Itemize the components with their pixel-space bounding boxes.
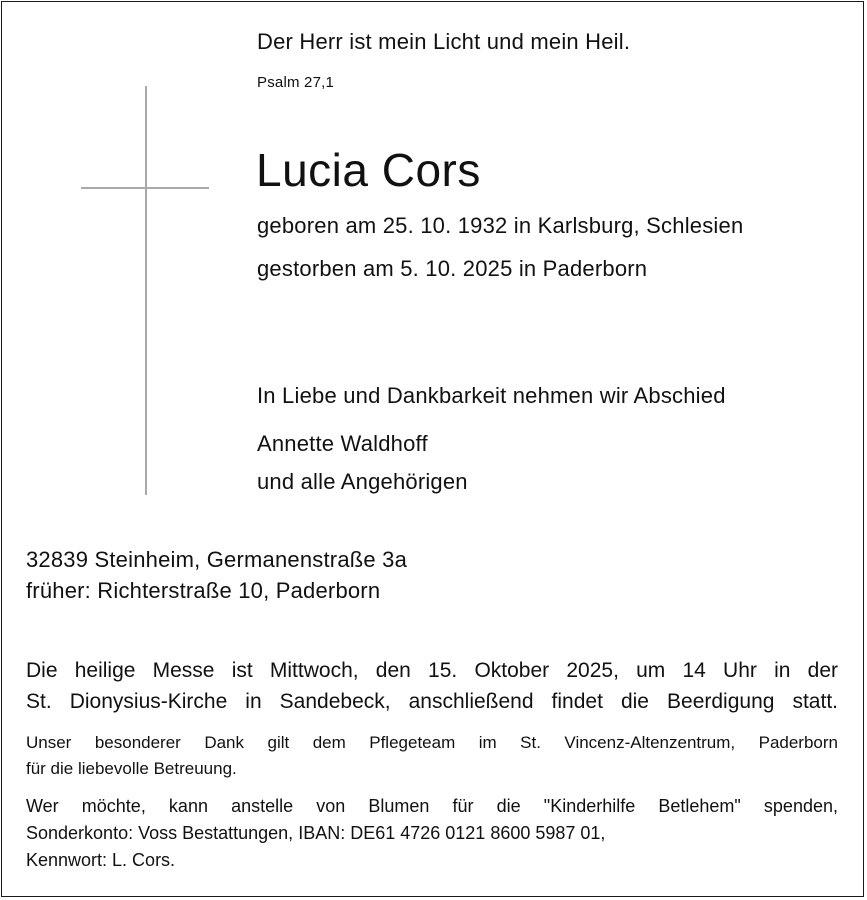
mourner-name: und alle Angehörigen [257,469,468,494]
cross-icon [145,86,147,495]
former-address: früher: Richterstraße 10, Paderborn [26,578,381,603]
birth-line: geboren am 25. 10. 1932 in Karlsburg, Schlesien [257,213,744,238]
death-line: gestorben am 5. 10. 2025 in Paderborn [257,256,648,281]
current-address: 32839 Steinheim, Germanenstraße 3a [26,547,408,572]
thanks-note [26,730,838,782]
farewell-line: In Liebe und Dankbarkeit nehmen wir Abschied [257,383,726,408]
thanks-line: für die liebevolle Betreuung. [26,759,237,778]
mass-line: Die heilige Messe ist Mittwoch, den 15. Oktober 2025, um 14 Uhr in der [26,659,838,682]
donation-line: Wer möchte, kann anstelle von Blumen für die "Kinderhilfe Betlehem" spenden, [26,796,838,816]
cross-icon-crossbar [81,187,209,189]
donation-line: Kennwort: L. Cors. [26,850,176,870]
deceased-name: Lucia Cors [256,144,481,196]
mass-line: St. Dionysius-Kirche in Sandebeck, anschließend findet die Beerdigung statt. [26,690,838,713]
donation-line: Sonderkonto: Voss Bestattungen, IBAN: DE61 4726 0121 8600 5987 01, [26,823,606,843]
mourner-name: Annette Waldhoff [257,431,428,456]
motto: Der Herr ist mein Licht und mein Heil. [257,29,631,54]
donation-note [26,793,838,874]
thanks-line: Unser besonderer Dank gilt dem Pflegeteam im St. Vincenz-Altenzentrum, Paderborn [26,733,838,752]
psalm-reference: Psalm 27,1 [257,74,335,91]
mass-announcement [26,655,838,717]
